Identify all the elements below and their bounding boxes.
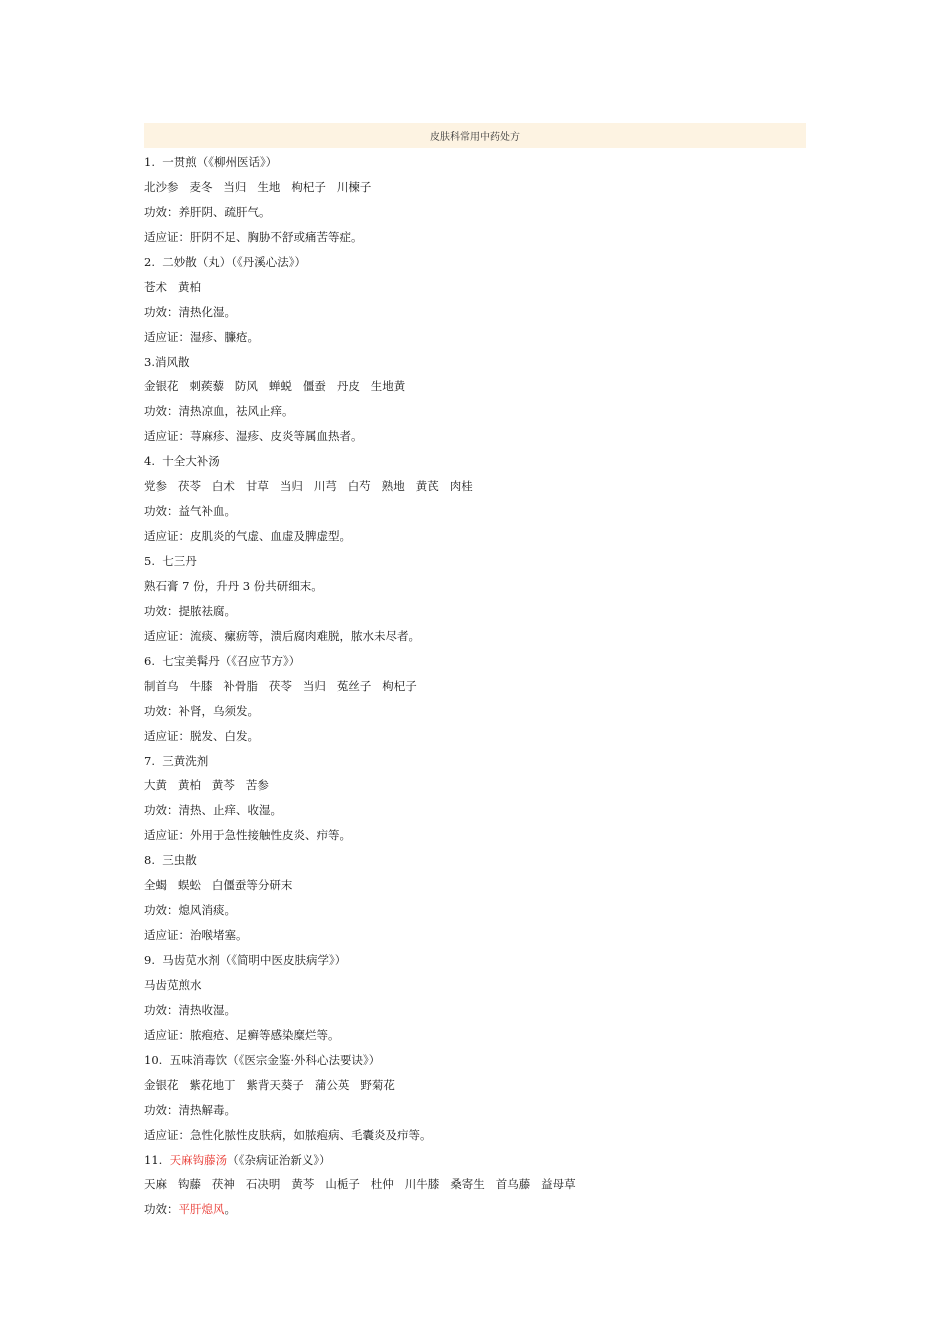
text-line: 党参 茯苓 白术 甘草 当归 川芎 白芍 熟地 黄芪 肉桂	[144, 479, 473, 494]
text-line: 大黄 黄柏 黄芩 苦参	[144, 778, 269, 793]
text-line: 制首乌 牛膝 补骨脂 茯苓 当归 菟丝子 枸杞子	[144, 678, 417, 693]
text-line: 功效：清热收湿。	[144, 1002, 236, 1017]
line-prefix: 功效：	[144, 1202, 179, 1217]
highlighted-text: 平肝熄风	[178, 1202, 225, 1217]
text-line: 功效：清热、止痒、收湿。	[144, 803, 282, 818]
document-page	[144, 123, 806, 1222]
text-line: 适应证：脱发、白发。	[144, 728, 259, 743]
text-line: 4. 十全大补汤	[144, 454, 220, 469]
text-line: 功效：清热化湿。	[144, 304, 236, 319]
text-line: 功效：清热解毒。	[144, 1102, 236, 1117]
highlighted-text: 天麻钩藤汤	[169, 1152, 228, 1167]
text-line: 苍术 黄柏	[144, 279, 201, 294]
text-line	[144, 1148, 806, 1173]
text-line: 9. 马齿苋水剂（《简明中医皮肤病学》）	[144, 953, 347, 967]
text-line: 2. 二妙散（丸）（《丹溪心法》）	[144, 254, 307, 269]
line-suffix: （《杂病证治新义》）	[227, 1152, 331, 1167]
text-line: 全蝎 蜈蚣 白僵蚕等分研末	[144, 878, 293, 893]
text-line: 适应证：脓疱疮、足癣等感染糜烂等。	[144, 1027, 340, 1042]
text-line: 功效：熄风消痰。	[144, 903, 236, 918]
text-line: 功效：养肝阴、疏肝气。	[144, 204, 271, 219]
document-title: 皮肤科常用中药处方	[430, 132, 520, 143]
text-line: 功效：益气补血。	[144, 504, 236, 519]
text-line	[144, 1197, 806, 1222]
line-suffix: 。	[224, 1202, 236, 1217]
text-line: 5. 七三丹	[144, 554, 197, 568]
text-line: 1. 一贯煎（《柳州医话》）	[144, 155, 278, 169]
text-line: 适应证：流痰、瘰疬等，溃后腐肉难脱，脓水未尽者。	[144, 628, 420, 643]
text-line: 金银花 紫花地丁 紫背天葵子 蒲公英 野菊花	[144, 1077, 395, 1092]
text-line: 功效：清热凉血，祛风止痒。	[144, 404, 294, 419]
text-line: 适应证：急性化脓性皮肤病，如脓疱病、毛囊炎及疖等。	[144, 1127, 432, 1142]
text-line: 适应证：治喉堵塞。	[144, 928, 248, 943]
text-line: 适应证：外用于急性接触性皮炎、疖等。	[144, 828, 351, 843]
line-prefix: 11.	[144, 1152, 170, 1167]
text-line: 天麻 钩藤 茯神 石决明 黄芩 山栀子 杜仲 川牛膝 桑寄生 首乌藤 益母草	[144, 1177, 576, 1192]
text-line: 7. 三黄洗剂	[144, 753, 209, 768]
text-line: 8. 三虫散	[144, 853, 197, 868]
text-line: 适应证：肝阴不足、胸胁不舒或痛苦等症。	[144, 229, 363, 244]
text-line: 功效：补肾，乌须发。	[144, 703, 259, 718]
text-line: 适应证：荨麻疹、湿疹、皮炎等属血热者。	[144, 429, 363, 444]
document-title-bar	[144, 123, 806, 148]
text-line: 6. 七宝美髯丹（《召应节方》）	[144, 653, 301, 668]
text-line: 熟石膏 7 份，升丹 3 份共研细末。	[144, 578, 323, 593]
prescription-list	[144, 150, 806, 1222]
text-line: 适应证：湿疹、臁疮。	[144, 329, 259, 344]
text-line: 金银花 刺蒺藜 防风 蝉蜕 僵蚕 丹皮 生地黄	[144, 379, 406, 394]
text-line: 3.消风散	[144, 354, 190, 369]
text-line: 北沙参 麦冬 当归 生地 枸杞子 川楝子	[144, 179, 372, 194]
text-line: 适应证：皮肌炎的气虚、血虚及脾虚型。	[144, 529, 351, 544]
text-line: 功效：提脓祛腐。	[144, 603, 236, 618]
text-line: 马齿苋煎水	[144, 977, 202, 992]
text-line: 10. 五味消毒饮（《医宗金鉴·外科心法要诀》）	[144, 1052, 381, 1067]
